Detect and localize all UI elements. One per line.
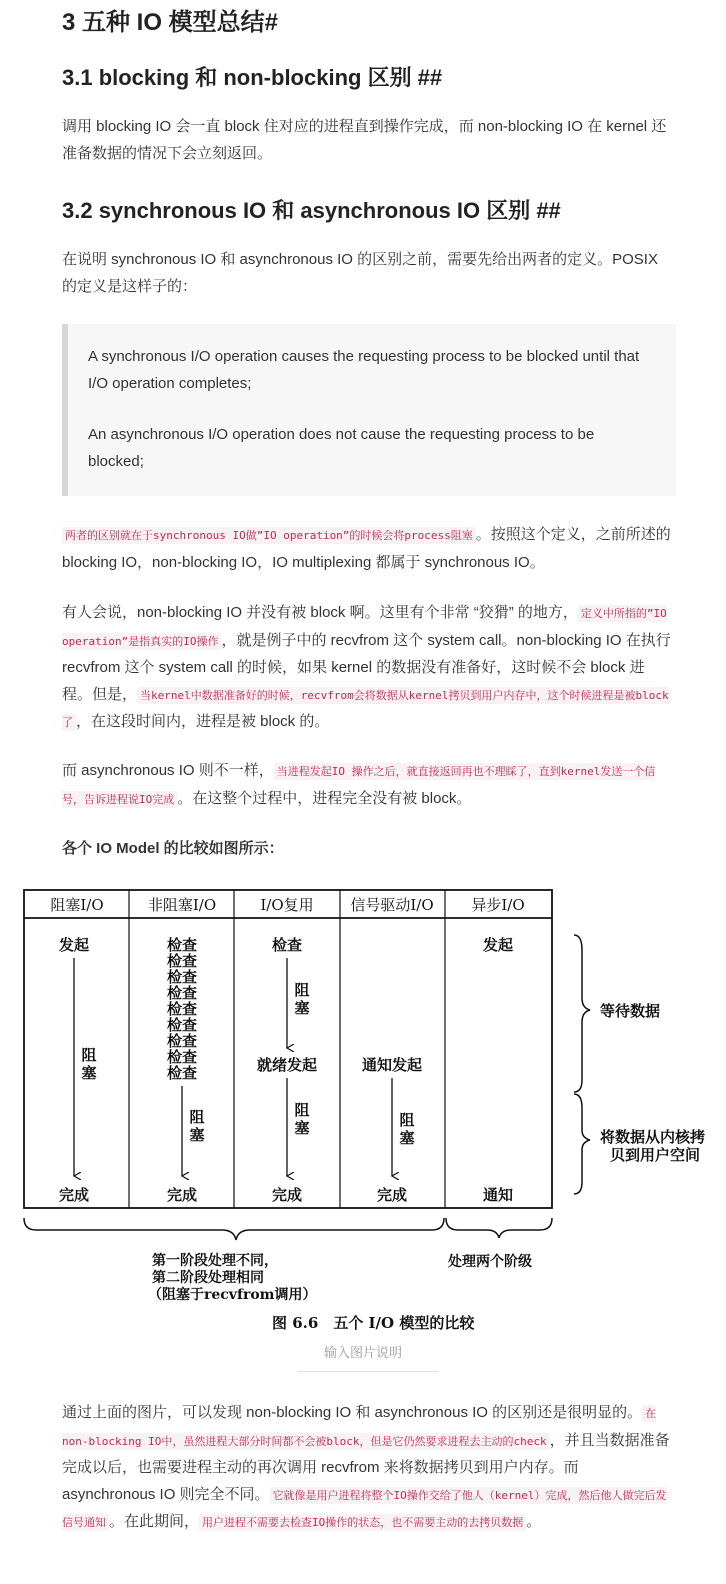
paragraph-text: 有人会说，non-blocking IO 并没有被 block 啊。这里有个非常 “狡猾” 的地方，: [62, 604, 578, 621]
col3-block-char: 阻: [294, 1101, 310, 1119]
paragraph-conclusion: [62, 1400, 674, 1537]
paragraph-blocking: 调用 blocking IO 会一直 block 住对应的进程直到操作完成，而 non-blocking IO 在 kernel 还准备数据的情况下会立刻返回。: [62, 118, 667, 162]
paragraph-async-explain: [62, 758, 674, 813]
col2-check: 检查: [166, 1032, 198, 1050]
bottom-left-label-3: （阻塞于recvfrom调用）: [148, 1287, 317, 1303]
col5-end: 通知: [482, 1186, 514, 1204]
brace-async: [446, 1218, 552, 1238]
paragraph-text: 而 asynchronous IO 则不一样，: [62, 762, 274, 779]
paragraph-text: ，就是例子中的 recvfrom 这个 system call。non-blocking IO 在执行 recvfrom 这个 system call 的时候，如果 kernel 的数据没有准备好，这时候不会 block 进程。但是，: [62, 631, 671, 703]
col2-check: 检查: [166, 1000, 198, 1018]
bottom-left-label-1: 第一阶段处理不同，: [152, 1253, 278, 1269]
col4-block-char: 阻: [399, 1111, 415, 1129]
col1-start: 发起: [58, 936, 90, 954]
col3-check: 检查: [271, 936, 303, 954]
paragraph-text: 。在这整个过程中，进程完全没有被 block。: [177, 789, 472, 807]
col4-notify: 通知发起: [361, 1056, 423, 1074]
col4-block-char: 塞: [399, 1129, 415, 1147]
bottom-right-label: 处理两个阶级: [448, 1254, 532, 1270]
paragraph-difference: [62, 522, 674, 576]
inline-code: 定义中所指的”IO operation”是指真实的IO操作: [62, 607, 667, 648]
col4-end: 完成: [376, 1186, 408, 1204]
col5-start: 发起: [482, 936, 514, 954]
inline-code: 两者的区别就在于synchronous IO做”IO operation”的时候会将process阻塞: [62, 527, 476, 544]
col2-check: 检查: [166, 984, 198, 1002]
brace-wait-data: [574, 935, 590, 1092]
col1-end: 完成: [58, 1186, 90, 1204]
header-nonblocking-io: 非阻塞I/O: [147, 896, 217, 914]
header-signal-driven-io: 信号驱动I/O: [350, 896, 434, 914]
col3-block-char: 塞: [294, 999, 310, 1017]
paragraph-text: 通过上面的图片，可以发现 non-blocking IO 和 asynchronous IO 的区别还是很明显的。: [62, 1404, 643, 1421]
figure-caption-text: 图 6.6 五个 I/O 模型的比较: [272, 1314, 475, 1332]
paragraph-comparison-heading: 各个 IO Model 的比较如图所示：: [62, 840, 284, 857]
col2-end: 完成: [166, 1186, 198, 1204]
col2-check: 检查: [166, 1064, 198, 1082]
col2-block-char: 塞: [189, 1126, 205, 1144]
header-blocking-io: 阻塞I/O: [50, 896, 104, 914]
inline-code: 在non-blocking IO中，虽然进程大部分时间都不会被block，但是它仍然要求进程去主动的check: [62, 1407, 657, 1448]
col2-check: 检查: [166, 1048, 198, 1066]
col2-check: 检查: [166, 1016, 198, 1034]
inline-code: 它就像是用户进程将整个IO操作交给了他人（kernel）完成，然后他人做完后发信号通知: [62, 1488, 667, 1529]
paragraph-text: ，在这段时间内，进程是被 block 的。: [76, 713, 330, 730]
col2-block-char: 阻: [189, 1108, 205, 1126]
paragraph-text: 。: [526, 1513, 542, 1530]
paragraph-text: ，并且当数据准备完成以后，也需要进程主动的再次调用 recvfrom 来将数据拷贝到用户内存。而 asynchronous IO 则完全不同。: [62, 1431, 670, 1503]
image-caption: 输入图片说明: [323, 1345, 402, 1360]
col2-check: 检查: [166, 936, 198, 954]
label-copy-data-1: 将数据从内核拷: [600, 1128, 706, 1146]
brace-copy-data: [574, 1094, 590, 1194]
io-model-comparison-figure: [22, 880, 720, 1335]
caption-divider: [298, 1371, 438, 1372]
inline-code: 用户进程不需要去检查IO操作的状态，也不需要主动的去拷贝数据: [199, 1514, 526, 1531]
col3-block-char: 塞: [294, 1119, 310, 1137]
paragraph-nonblocking-explain: [62, 600, 674, 737]
blockquote-posix: [62, 324, 676, 496]
subsection-title-blocking: 3.1 blocking 和 non-blocking 区别 ##: [62, 65, 443, 90]
brace-first-four: [24, 1218, 444, 1240]
header-async-io: 异步I/O: [471, 896, 525, 914]
quote-async-definition: An asynchronous I/O operation does not cause the requesting process to be blocked;: [88, 426, 595, 470]
paragraph-text: 。按照这个定义，之前所述的 blocking IO，non-blocking IO，IO multiplexing 都属于 synchronous IO。: [62, 526, 671, 571]
col3-block-char: 阻: [294, 981, 310, 999]
io-model-diagram: [22, 880, 720, 1335]
label-wait-data: 等待数据: [600, 1002, 661, 1020]
section-title: 3 五种 IO 模型总结#: [62, 9, 279, 36]
inline-code: 当进程发起IO 操作之后，就直接返回再也不理睬了，直到kernel发送一个信号，告诉进程说IO完成: [62, 765, 656, 806]
paragraph-posix-intro: 在说明 synchronous IO 和 asynchronous IO 的区别之前，需要先给出两者的定义。POSIX 的定义是这样子的：: [62, 251, 658, 295]
col2-check: 检查: [166, 952, 198, 970]
label-copy-data-2: 贝到用户空间: [610, 1146, 701, 1164]
bottom-left-label-2: 第二阶段处理相同: [152, 1270, 264, 1286]
header-io-multiplexing: I/O复用: [260, 896, 314, 914]
col3-end: 完成: [271, 1186, 303, 1204]
paragraph-text: 。在此期间，: [109, 1513, 200, 1530]
col2-check: 检查: [166, 968, 198, 986]
col1-block-char: 塞: [81, 1064, 97, 1082]
col1-block-char: 阻: [81, 1046, 97, 1064]
col3-ready: 就绪发起: [256, 1056, 318, 1074]
subsection-title-sync: 3.2 synchronous IO 和 asynchronous IO 区别 ##: [62, 198, 561, 223]
quote-sync-definition: A synchronous I/O operation causes the requesting process to be blocked until that I/O operation completes;: [88, 348, 640, 392]
inline-code: 当kernel中数据准备好的时候，recvfrom会将数据从kernel拷贝到用户内存中，这个时候进程是被block了: [62, 688, 669, 729]
